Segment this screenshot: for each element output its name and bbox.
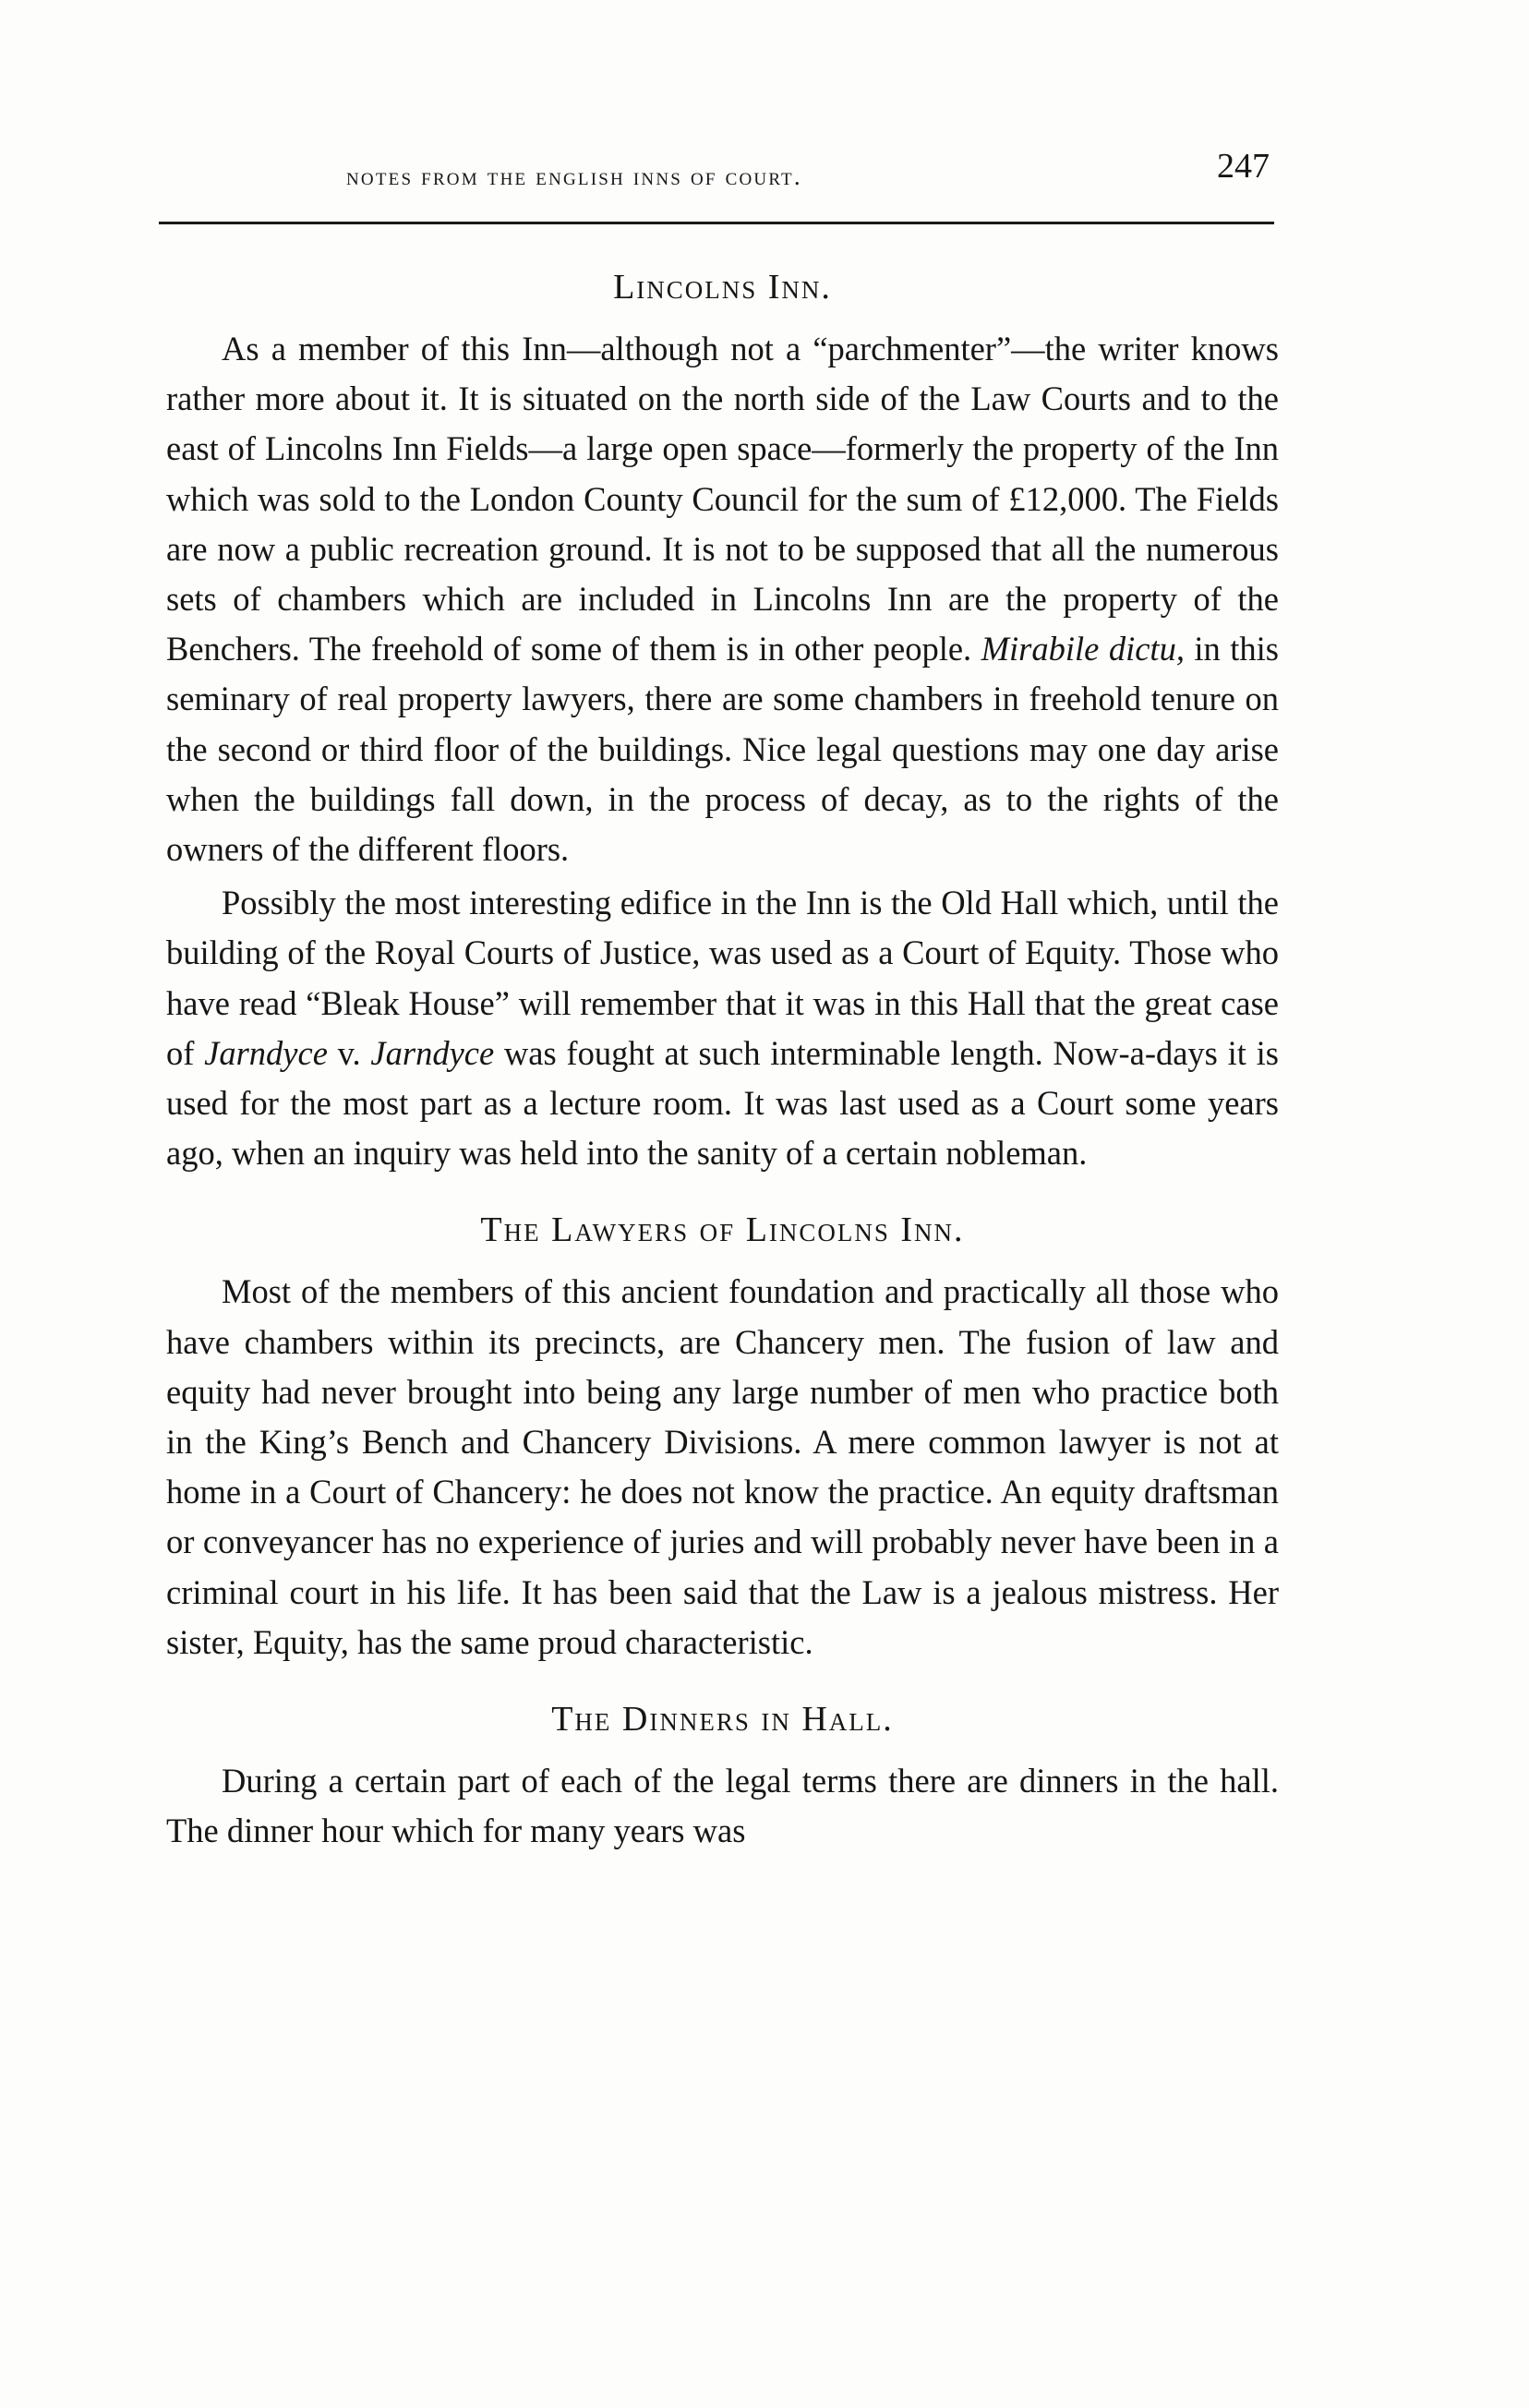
section-heading-lawyers: The Lawyers of Lincolns Inn.: [480, 1210, 965, 1250]
header-rule: [159, 222, 1274, 224]
latin-phrase: Mirabile dictu,: [981, 630, 1185, 668]
running-header: [162, 146, 1270, 201]
section-heading-lincolns-inn: Lincolns Inn.: [613, 268, 832, 307]
paragraph-lawyers-1: Most of the members of this ancient foundation and practically all those who have chambers within its precincts, are Chancery men. The fusion of law and equity had never brought into being any large number of men who practice both in the King’s Bench and Chancery Divisions. A mere common lawyer is not at home in a Court of Chancery: he does not know the practice. An equity draftsman or conveyancer has no experience of juries and will probably never have been in a criminal court in his life. It has been said that the Law is a jealous mistress. Her sister, Equity, has the same proud characteristic.: [166, 1272, 1279, 1661]
paragraph-dinners-1: During a certain part of each of the legal terms there are dinners in the hall. The dinner hour which for many years was: [166, 1762, 1279, 1850]
case-name-2: Jarndyce: [370, 1033, 495, 1072]
page-number: 247: [1217, 147, 1270, 186]
case-name-1: Jarndyce: [204, 1033, 328, 1072]
body-text: [166, 263, 1279, 1860]
section-heading-dinners: The Dinners in Hall.: [551, 1700, 894, 1740]
paragraph-lincolns-inn-1: As a member of this Inn—although not a “parchmenter”—the writer knows rather more about it. It is situated on the north side of the Law Courts and to the east of Lincolns Inn Fields—a large open space—formerly the property of the Inn which was sold to the London County Council for the sum of £12,000. The Fields are now a public recreation ground. It is not to be supposed that all the numerous sets of chambers which are included in Lincolns Inn are the property of the Benchers. The freehold of some of them is in other people. Mirabile dictu, in this seminary of real property lawyers, there are some chambers in freehold tenure on the second or third floor of the buildings. Nice legal questions may one day arise when the buildings fall down, in the process of decay, as to the rights of the owners of the different floors.: [166, 330, 1279, 869]
paragraph-lincolns-inn-2: Possibly the most interesting edifice in the Inn is the Old Hall which, until the building of the Royal Courts of Justice, was used as a Court of Equity. Those who have read “Bleak House” will remember that it was in this Hall that the great case of Jarndyce v. Jarndyce was fought at such interminable length. Now-a-days it is used for the most part as a lecture room. It was last used as a Court some years ago, when an inquiry was held into the sanity of a certain nobleman.: [166, 884, 1280, 1173]
running-title: notes from the english inns of court.: [346, 163, 802, 190]
